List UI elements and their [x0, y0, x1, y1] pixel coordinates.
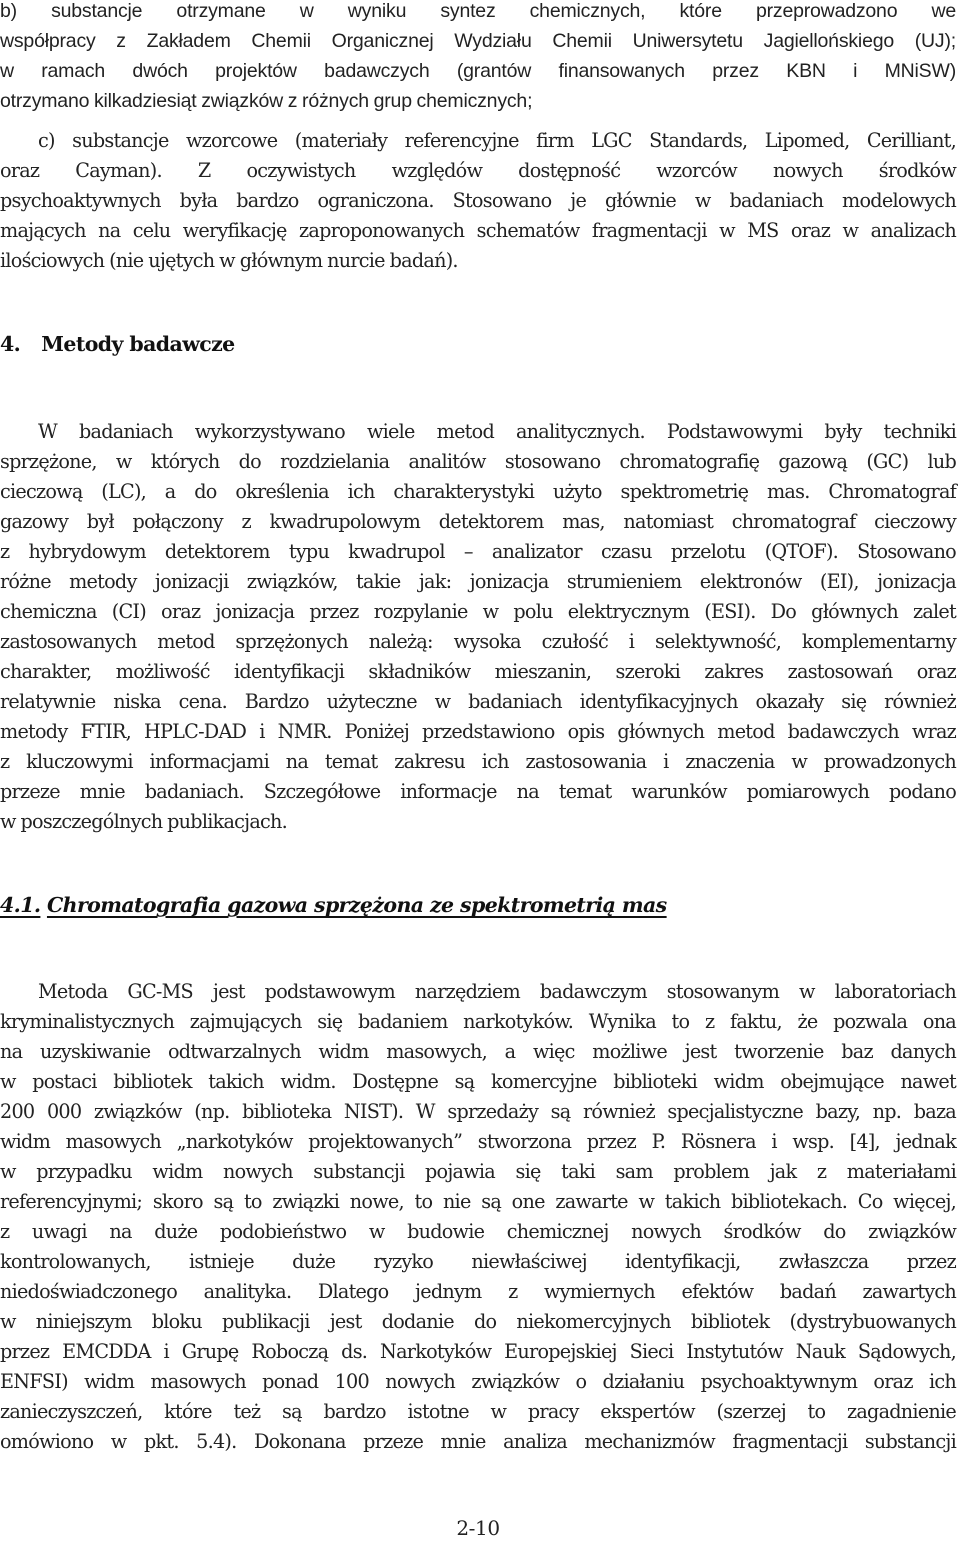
text-line: z kluczowymi informacjami na temat zakresu ich zastosowania i znaczenia w prowadzonych: [0, 750, 956, 773]
text-line: współpracy z Zakładem Chemii Organicznej Wydziału Chemii Uniwersytetu Jagiellońskiego (UJ);: [0, 30, 956, 52]
text-line: przez EMCDDA i Grupę Roboczą ds. Narkotyków Europejskiej Sieci Instytutów Nauk Sądowych,: [0, 1340, 956, 1363]
text-line: relatywnie niska cena. Bardzo użyteczne w badaniach identyfikacyjnych okazały się również: [0, 690, 956, 713]
text-line: mających na celu weryfikację zaproponowanych schematów fragmentacji w MS oraz w analizach: [0, 219, 956, 242]
subsection-title: Chromatografia gazowa sprzężona ze spektrometrią mas: [46, 893, 667, 917]
text-line: W badaniach wykorzystywano wiele metod analitycznych. Podstawowymi były techniki: [38, 420, 956, 443]
text-line: 200 000 związków (np. biblioteka NIST). W sprzedaży są również specjalistyczne bazy, np. baza: [0, 1100, 956, 1123]
text-line: charakter, możliwość identyfikacji składników mieszanin, szeroki zakres zastosowań oraz: [0, 660, 956, 683]
section-number: 4.: [0, 332, 21, 356]
text-line: zastosowanych metod sprzężonych należą: wysoka czułość i selektywność, komplementarny: [0, 630, 956, 653]
text-line: metody FTIR, HPLC-DAD i NMR. Poniżej przedstawiono opis głównych metod badawczych wraz: [0, 720, 956, 743]
text-line: b) substancje otrzymane w wyniku syntez chemicznych, które przeprowadzono we: [0, 0, 956, 22]
text-line: w postaci bibliotek takich widm. Dostępne są komercyjne biblioteki widm obejmujące nawet: [0, 1070, 956, 1093]
text-line: sprzężone, w których do rozdzielania analitów stosowano chromatografię gazową (GC) lub: [0, 450, 956, 473]
list-item-b: [0, 0, 956, 116]
text-line: chemiczna (CI) oraz jonizacja przez rozpylanie w polu elektrycznym (ESI). Do głównych zalet: [0, 600, 956, 623]
list-item-c: [0, 126, 956, 276]
text-line: w niniejszym bloku publikacji jest dodanie do niekomercyjnych bibliotek (dystrybuowanych: [0, 1310, 956, 1333]
text-line: Metoda GC-MS jest podstawowym narzędziem badawczym stosowanym w laboratoriach: [38, 980, 956, 1003]
text-line: w poszczególnych publikacjach.: [0, 810, 287, 833]
text-line: z uwagi na duże podobieństwo w budowie chemicznej nowych środków do związków: [0, 1220, 956, 1243]
text-line: różne metody jonizacji związków, takie jak: jonizacja strumieniem elektronów (EI), jonizacja: [0, 570, 956, 593]
section-title: Metody badawcze: [41, 332, 235, 356]
subsection-heading: [0, 893, 667, 917]
text-line: cieczową (LC), a do określenia ich charakterystyki użyto spektrometrię mas. Chromatograf: [0, 480, 956, 503]
text-line: psychoaktywnych była bardzo ograniczona. Stosowano je głównie w badaniach modelowych: [0, 189, 956, 212]
text-line: omówiono w pkt. 5.4). Dokonana przeze mnie analiza mechanizmów fragmentacji substancji: [0, 1430, 956, 1453]
text-line: na uzyskiwanie odtwarzalnych widm masowych, a więc możliwe jest tworzenie baz danych: [0, 1040, 956, 1063]
text-line: ENFSI) widm masowych ponad 100 nowych związków o działaniu psychoaktywnym oraz ich: [0, 1370, 956, 1393]
text-line: niedoświadczonego analityka. Dlatego jednym z wymiernych efektów badań zawartych: [0, 1280, 956, 1303]
text-line: z hybrydowym detektorem typu kwadrupol – analizator czasu przelotu (QTOF). Stosowano: [0, 540, 956, 563]
text-line: otrzymano kilkadziesiąt związków z różnych grup chemicznych;: [0, 90, 533, 112]
text-line: przeze mnie badaniach. Szczegółowe informacje na temat warunków pomiarowych podano: [0, 780, 956, 803]
text-line: kryminalistycznych zajmujących się badaniem narkotyków. Wynika to z faktu, że pozwala ona: [0, 1010, 956, 1033]
text-line: w przypadku widm nowych substancji pojawia się taki sam problem jak z materiałami: [0, 1160, 956, 1183]
text-line: gazowy był połączony z kwadrupolowym detektorem mas, natomiast chromatograf cieczowy: [0, 510, 956, 533]
page-number: 2-10: [456, 1516, 500, 1540]
text-line: zanieczyszczeń, które też są bardzo istotne w pracy ekspertów (szerzej to zagadnienie: [0, 1400, 956, 1423]
body-paragraph: [0, 417, 956, 837]
section-heading: [0, 332, 235, 356]
text-line: ilościowych (nie ujętych w głównym nurcie badań).: [0, 249, 458, 272]
text-line: kontrolowanych, istnieje duże ryzyko niewłaściwej identyfikacji, zwłaszcza przez: [0, 1250, 956, 1273]
text-line: c) substancje wzorcowe (materiały referencyjne firm LGC Standards, Lipomed, Cerilliant,: [38, 129, 956, 152]
subsection-number: 4.1.: [0, 893, 41, 917]
text-line: w ramach dwóch projektów badawczych (grantów finansowanych przez KBN i MNiSW): [0, 60, 956, 82]
body-paragraph: [0, 977, 956, 1457]
text-line: widm masowych „narkotyków projektowanych” stworzona przez P. Rösnera i wsp. [4], jednak: [0, 1130, 956, 1153]
text-line: referencyjnymi; skoro są to związki nowe, to nie są one zawarte w takich bibliotekach. Co więcej,: [0, 1190, 956, 1213]
text-line: oraz Cayman). Z oczywistych względów dostępność wzorców nowych środków: [0, 159, 956, 182]
